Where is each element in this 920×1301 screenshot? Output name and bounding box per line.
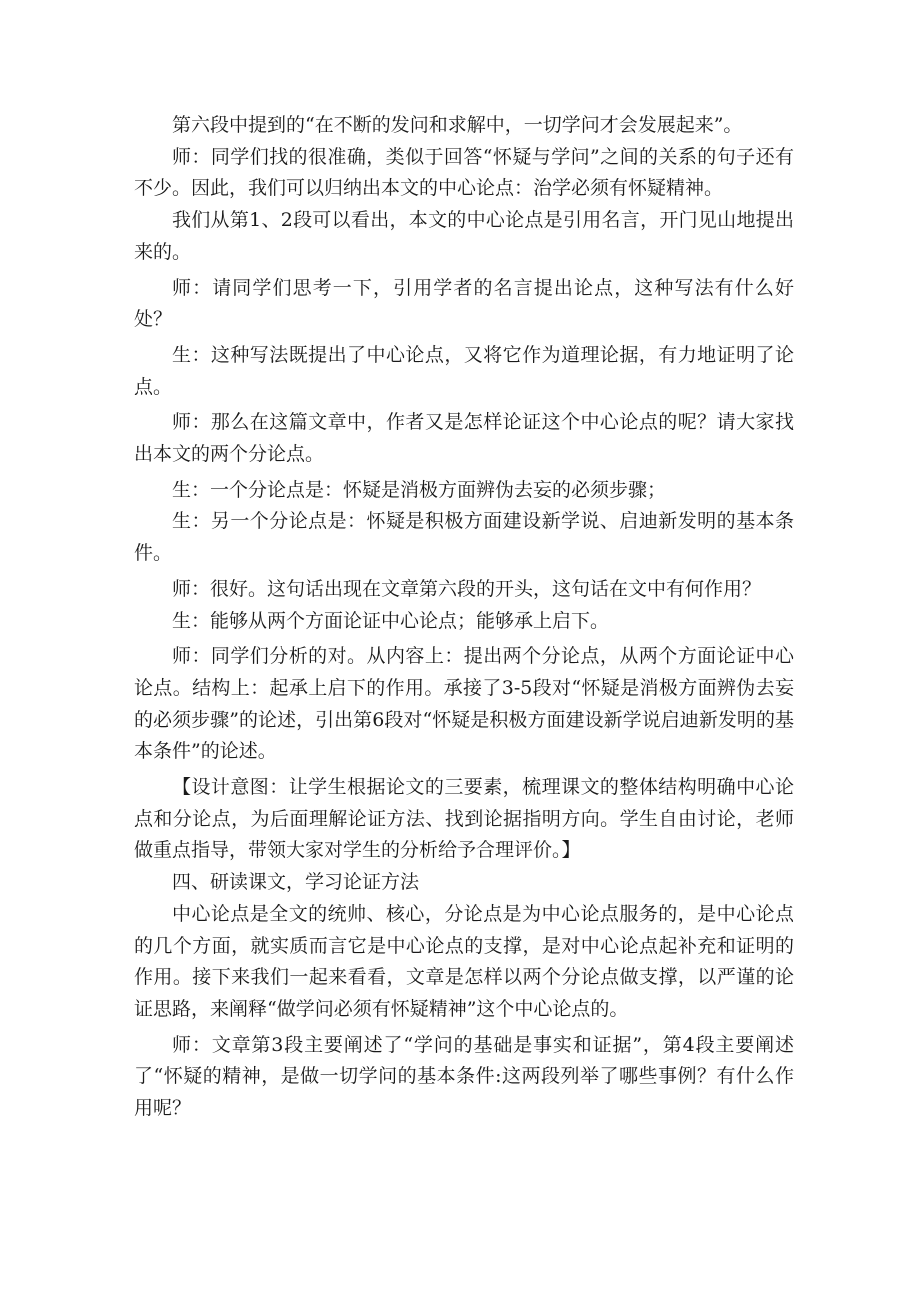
document-body — [134, 110, 794, 1125]
paragraph-2: 师：同学们找的很准确，类似于回答“怀疑与学问”之间的关系的句子还有不少。因此，我们可以归纳出本文的中心论点：治学必须有怀疑精神。 — [134, 145, 794, 200]
paragraph-9: 师：很好。这句话出现在文章第六段的开头，这句话在文中有何作用？ — [172, 577, 762, 600]
paragraph-5: 生：这种写法既提出了中心论点，又将它作为道理论据，有力地证明了论点。 — [134, 343, 794, 398]
paragraph-4: 师：请同学们思考一下，引用学者的名言提出论点，这种写法有什么好处？ — [134, 276, 794, 331]
paragraph-1: 第六段中提到的“在不断的发问和求解中，一切学问才会发展起来”。 — [172, 114, 743, 136]
paragraph-7: 生：一个分论点是：怀疑是消极方面辨伪去妄的必须步骤； — [172, 478, 667, 501]
paragraph-14: 中心论点是全文的统帅、核心，分论点是为中心论点服务的，是中心论点的几个方面，就实质而言它是中心论点的支撑，是对中心论点起补充和证明的作用。接下来我们一起来看看，文章是怎样以两个分论点做支撑，以严谨的论证思路，来阐释“做学问必须有怀疑精神”这个中心论点的。 — [134, 902, 794, 1020]
paragraph-10: 生：能够从两个方面论证中心论点；能够承上启下。 — [172, 609, 610, 632]
paragraph-3: 我们从第1、2段可以看出，本文的中心论点是引用名言，开门见山地提出来的。 — [134, 209, 794, 263]
paragraph-15: 师：文章第3段主要阐述了“学问的基础是事实和证据”，第4段主要阐述了“怀疑的精神，是做一切学问的基本条件:这两段列举了哪些事例？有什么作用呢？ — [134, 1033, 794, 1120]
paragraph-6: 师：那么在这篇文章中，作者又是怎样论证这个中心论点的呢？请大家找出本文的两个分论点。 — [134, 411, 794, 466]
paragraph-8: 生：另一个分论点是：怀疑是积极方面建设新学说、启迪新发明的基本条件。 — [134, 510, 794, 565]
paragraph-12-design-intent: 【设计意图：让学生根据论文的三要素，梳理课文的整体结构明确中心论点和分论点，为后面理解论证方法、找到论据指明方向。学生自由讨论，老师做重点指导，带领大家对学生的分析给予合理评价。】 — [134, 776, 794, 862]
paragraph-11: 师：同学们分析的对。从内容上：提出两个分论点，从两个方面论证中心论点。结构上：起承上启下的作用。承接了3-5段对“怀疑是消极方面辨伪去妄的必须步骤”的论述，引出第6段对“怀疑是积极方面建设新学说启迪新发明的基本条件”的论述。 — [134, 645, 794, 763]
section-heading: 四、研读课文，学习论证方法 — [172, 871, 420, 894]
